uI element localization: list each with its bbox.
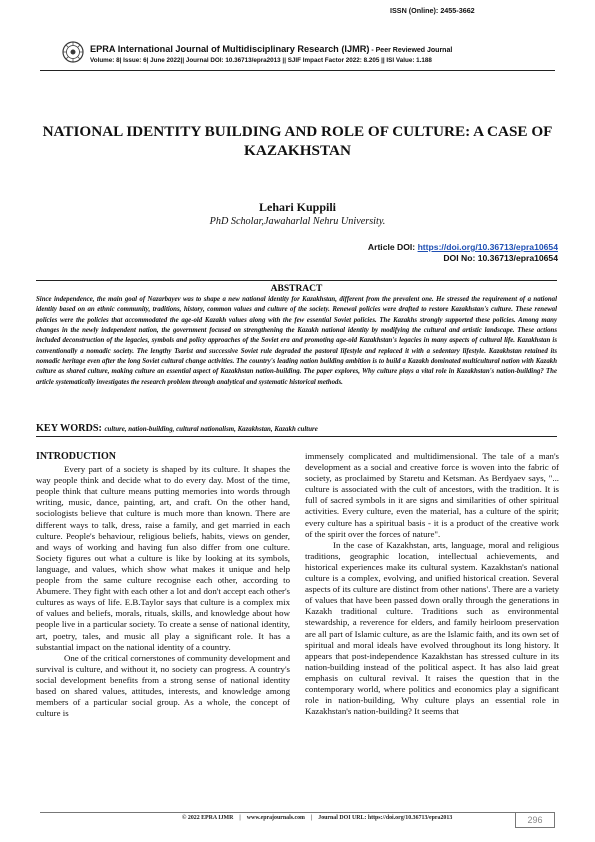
journal-meta: Volume: 8| Issue: 6| June 2022|| Journal DOI: 10.36713/epra2013 || SJIF Impact Factor 2022: 8.205 || ISI Value: 1.188: [90, 57, 432, 64]
header-divider: [40, 70, 555, 71]
author-name: Lehari Kuppili: [258, 200, 337, 214]
keywords-list: culture, nation-building, cultural nationalism, Kazakhstan, Kazakh culture: [104, 426, 318, 433]
paragraph: In the case of Kazakhstan, arts, language, moral and religious traditions, geographic location, intellectual achievements, and historical experiences make its cultural system. Kazakhstan's national culture is a complex, evolving, and unified historical creation. Several aspects of its culture are distinct from other nations'. There are a variety of values that have been passed down orally through the generations in Kazakh traditional culture. Traditions such as environmental stewardship, a reverence for elders, and family heirloom preservation are all part of Islamic culture, as are the Islamic faith, and its own set of spiritual and moral ideals have evolved throughout its long history. It appears that post-independence Kazakhstan has stressed culture in its nation-building instead of the political aspect. It has also laid great emphasis on cultural revival. It raises the question that in the contemporary world, where politics and economics play a significant role in nation-building, Why culture plays an essential role in Kazakhstan's nation-building? It seems that: [305, 539, 559, 717]
article-doi: [368, 242, 558, 252]
journal-name: EPRA International Journal of Multidisciplinary Research (IJMR): [90, 44, 370, 54]
abstract-divider-top: [36, 280, 557, 281]
abstract-divider-bottom: [36, 436, 557, 437]
issn: ISSN (Online): 2455-3662: [390, 6, 475, 15]
left-column: [36, 451, 290, 719]
article-doi-label: Article DOI:: [367, 242, 418, 252]
paragraph: immensely complicated and multidimensional. The tale of a man's development as a social and creative force is woven into the fabric of society, as proclaimed by Staretu and Ketsman. As Berdyaev says, "... culture is associated with the cult of ancestors, with the tradition. It is full of sacred symbols in it are signs and similarities of other spiritual activities. Every culture, even the material, has a culture of the spirit; every culture has a spiritual basis - it is a product of the creative work of the spirit over the forces of nature".: [305, 451, 559, 539]
keywords-label: KEY WORDS:: [36, 423, 105, 434]
footer-doi-url[interactable]: Journal DOI URL: https://doi.org/10.36713/epra2013: [318, 815, 453, 821]
section-heading-introduction: INTRODUCTION: [36, 451, 117, 462]
page-number: 296: [515, 812, 555, 828]
journal-title: [90, 44, 452, 54]
doi-number: DOI No: 10.36713/epra10654: [443, 253, 558, 263]
journal-seal-icon: [62, 41, 84, 63]
journal-subtitle: - Peer Reviewed Journal: [369, 47, 453, 54]
footer: © 2022 EPRA IJMR | www.eprajournals.com | Journal DOI URL: https://doi.org/10.36713/epra2013: [182, 815, 453, 821]
right-column: [305, 451, 559, 717]
keywords: [36, 423, 557, 434]
footer-copyright: © 2022 EPRA IJMR: [182, 815, 234, 821]
paragraph: Every part of a society is shaped by its culture. It shapes the way people think and decide what to do every day. Most of the time, people think that culture means putting memories into words through writing, music, dance, painting, art, and craft. On the other hand, sociologists believe that culture is much more than known. There are different ways to talk, dress, raise a family, and get married in each culture. People's behaviour, religious beliefs, habits, views on gender, and ways of working and having fun also differ from one culture. Society figures out what a culture is like by looking at its symbols, language, and values, which show what makes it unique and help people from the same culture recognise each other, according to Abumere. They fight with each other a lot and don't accept each other's cultures as ways of life. E.B.Taylor says that culture is a complex mix of values and beliefs, morals, rituals, skills, and knowledge about how people live in a particular society. To create a sense of national identity, art, poetry, tales, and music all play a significant role. It has a substantial impact on the national identity of a country.: [36, 464, 290, 652]
article-doi-link[interactable]: https://doi.org/10.36713/epra10654: [417, 242, 558, 252]
footer-divider: [40, 812, 555, 813]
paper-title: NATIONAL IDENTITY BUILDING AND ROLE OF CULTURE: A CASE OF KAZAKHSTAN: [42, 123, 553, 159]
paragraph: One of the critical cornerstones of community development and survival is culture, and without it, no society can progress. A country's social development benefits from a strong sense of national identity based on shared values, attitudes, interests, and knowledge among members of a particular social group. As a whole, the concept of culture is: [36, 652, 290, 719]
author-affiliation: PhD Scholar,Jawaharlal Nehru University.: [209, 216, 386, 227]
footer-site[interactable]: www.eprajournals.com: [246, 815, 305, 821]
abstract-heading: ABSTRACT: [270, 284, 323, 294]
abstract-body: Since independence, the main goal of Nazarbayev was to shape a new national identity for Kazakhstan, different from the prevalent one. He stressed the requirement of a national identity based on an ethnic community, traditions, history, common values and culture of the society. Renewal policies were drafted to restore Kazakhstan's culture. These renewal policies were the policies that accommodated the age-old Kazakh values along with the few essential Soviet policies. The Kazakhs strongly supported these policies. Among many changes in the newly independent nation, the government focused on strengthening the Kazakh national identity by modifying the cultural and artistic landscape. These actions included deconstruction of the legacies, symbols and policy approaches of the Soviet era and promoting age-old Kazakhstan's legacies in many aspects of cultural life. Kazakhstan is conventionally a nomadic society. The lengthy Tsarist and successive Soviet rule degraded the pastoral lifestyle and replaced it with a sedentary lifestyle. Kazakhstan retained its nomadic heritage even after the long Soviet cultural change activities. The country's leading nation building ambition is to build a Kazakh dominated multicultural nation with Kazakh culture as shared culture, making culture an essential aspect of Kazakhstan nation-building. The paper explores, Why culture plays a vital role in Kazakhstan's nation-building? The article systematically investigates the research problem through analytical and systematic historical methods.: [36, 296, 557, 386]
